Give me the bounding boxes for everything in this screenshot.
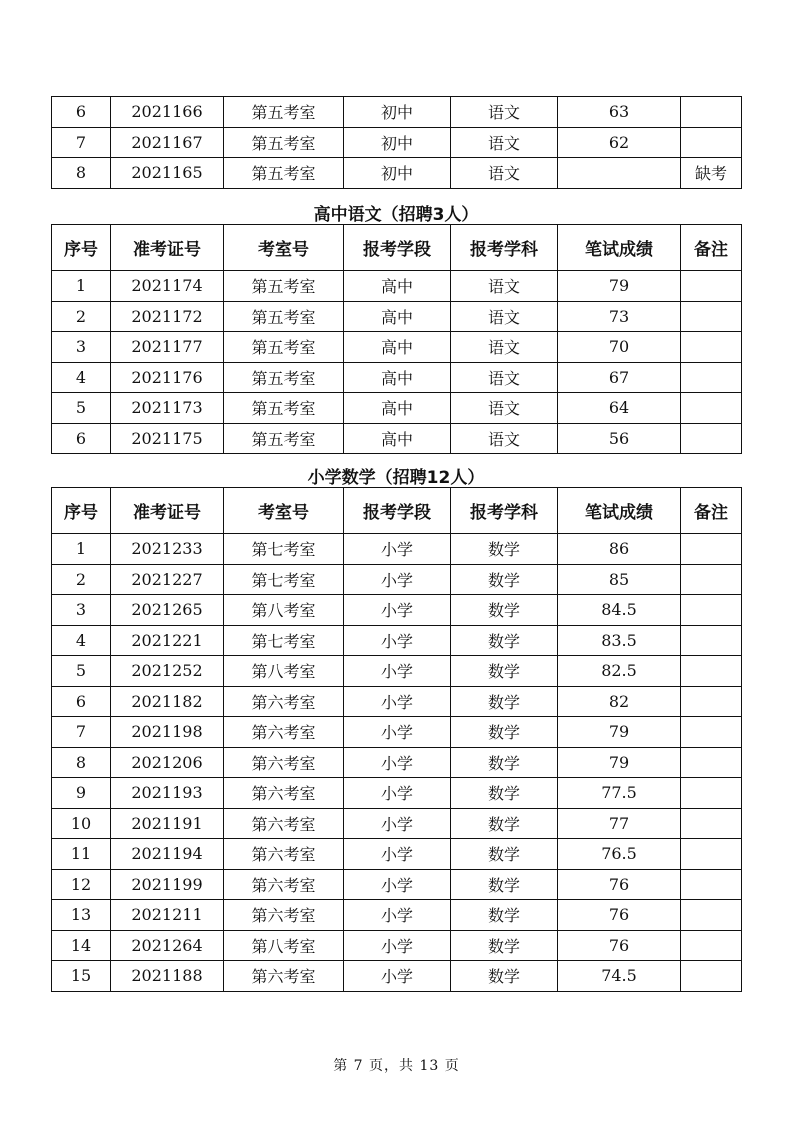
column-header: 备注	[681, 488, 742, 534]
table-cell: 2021193	[111, 778, 224, 809]
table-cell: 第八考室	[224, 595, 344, 626]
table-cell	[681, 625, 742, 656]
table-cell: 第五考室	[224, 332, 344, 363]
table-cell: 小学	[344, 564, 451, 595]
table-cell: 85	[558, 564, 681, 595]
column-header: 笔试成绩	[558, 225, 681, 271]
table-cell: 2021191	[111, 808, 224, 839]
table-cell: 10	[52, 808, 111, 839]
table-cell: 第六考室	[224, 808, 344, 839]
table-row	[52, 127, 742, 158]
table-cell: 77.5	[558, 778, 681, 809]
table-cell: 数学	[451, 625, 558, 656]
table-cell: 语文	[451, 158, 558, 189]
table-cell: 高中	[344, 362, 451, 393]
table-cell	[681, 97, 742, 128]
table-cell	[681, 271, 742, 302]
table-cell	[681, 717, 742, 748]
table-row	[52, 564, 742, 595]
table-cell: 2021174	[111, 271, 224, 302]
table-cell	[681, 534, 742, 565]
table-row	[52, 301, 742, 332]
table-cell: 2021233	[111, 534, 224, 565]
table-cell	[681, 127, 742, 158]
table-cell: 数学	[451, 808, 558, 839]
table-row	[52, 271, 742, 302]
table-row	[52, 656, 742, 687]
column-header: 报考学科	[451, 488, 558, 534]
table-cell: 第五考室	[224, 158, 344, 189]
table-cell: 1	[52, 271, 111, 302]
table-cell: 84.5	[558, 595, 681, 626]
table-cell	[681, 808, 742, 839]
table-cell	[681, 839, 742, 870]
table-cell: 小学	[344, 930, 451, 961]
table-cell	[558, 158, 681, 189]
table-cell: 2021264	[111, 930, 224, 961]
table-cell: 76	[558, 869, 681, 900]
table-xiaoxue-shuxue	[51, 487, 742, 992]
table-row	[52, 332, 742, 363]
table-cell: 第六考室	[224, 778, 344, 809]
table-cell: 2021172	[111, 301, 224, 332]
table-cell: 2021188	[111, 961, 224, 992]
table-cell: 语文	[451, 271, 558, 302]
column-header: 备注	[681, 225, 742, 271]
table-cell: 缺考	[681, 158, 742, 189]
table-cell: 第六考室	[224, 747, 344, 778]
table-cell: 83.5	[558, 625, 681, 656]
table-header-row	[52, 488, 742, 534]
table-cell: 2021166	[111, 97, 224, 128]
table-cell: 语文	[451, 301, 558, 332]
table-row	[52, 625, 742, 656]
table-cell: 6	[52, 423, 111, 454]
table-cell: 76	[558, 930, 681, 961]
column-header: 笔试成绩	[558, 488, 681, 534]
table-cell: 82.5	[558, 656, 681, 687]
table-cell	[681, 778, 742, 809]
table-cell: 数学	[451, 747, 558, 778]
table-cell: 语文	[451, 393, 558, 424]
table-cell: 2021206	[111, 747, 224, 778]
table-cell: 2021175	[111, 423, 224, 454]
column-header: 考室号	[224, 225, 344, 271]
table-cell: 2021265	[111, 595, 224, 626]
table-cell: 数学	[451, 869, 558, 900]
table-cell: 7	[52, 717, 111, 748]
table-cell: 63	[558, 97, 681, 128]
table-cell	[681, 686, 742, 717]
table-cell: 67	[558, 362, 681, 393]
table-cell	[681, 869, 742, 900]
table-row	[52, 961, 742, 992]
column-header: 报考学段	[344, 225, 451, 271]
table-row	[52, 869, 742, 900]
table-cell: 2021211	[111, 900, 224, 931]
table-cell: 12	[52, 869, 111, 900]
table-cell: 初中	[344, 158, 451, 189]
table-cell: 第七考室	[224, 564, 344, 595]
table-cell: 2021227	[111, 564, 224, 595]
table-row	[52, 778, 742, 809]
table-cell: 小学	[344, 808, 451, 839]
table-cell: 8	[52, 158, 111, 189]
table-row	[52, 534, 742, 565]
table-cell: 第六考室	[224, 839, 344, 870]
table-chuzhong-yuwen-continued	[51, 96, 742, 189]
table-row	[52, 595, 742, 626]
table-cell: 语文	[451, 332, 558, 363]
table-cell: 3	[52, 595, 111, 626]
table-cell: 小学	[344, 869, 451, 900]
table-cell	[681, 362, 742, 393]
table-cell: 数学	[451, 778, 558, 809]
table-cell: 73	[558, 301, 681, 332]
table-cell: 数学	[451, 595, 558, 626]
table-cell: 第六考室	[224, 869, 344, 900]
table-cell: 数学	[451, 930, 558, 961]
table-cell: 语文	[451, 423, 558, 454]
table-cell: 2021177	[111, 332, 224, 363]
table-row	[52, 423, 742, 454]
table-cell	[681, 332, 742, 363]
table-cell: 第五考室	[224, 301, 344, 332]
table-row	[52, 362, 742, 393]
table-cell: 小学	[344, 839, 451, 870]
table-cell: 2021167	[111, 127, 224, 158]
table-cell: 6	[52, 686, 111, 717]
table-cell: 初中	[344, 127, 451, 158]
table-cell: 小学	[344, 961, 451, 992]
table-cell	[681, 930, 742, 961]
table-cell: 2	[52, 301, 111, 332]
column-header: 考室号	[224, 488, 344, 534]
column-header: 报考学段	[344, 488, 451, 534]
table-cell: 11	[52, 839, 111, 870]
table-cell	[681, 595, 742, 626]
table-cell: 小学	[344, 534, 451, 565]
table-cell: 小学	[344, 747, 451, 778]
table-cell: 2021194	[111, 839, 224, 870]
table-gaozhong-yuwen	[51, 224, 742, 454]
table-cell: 9	[52, 778, 111, 809]
table-cell: 2021252	[111, 656, 224, 687]
table-cell: 数学	[451, 686, 558, 717]
table-cell: 8	[52, 747, 111, 778]
table-cell: 高中	[344, 423, 451, 454]
table-cell: 高中	[344, 271, 451, 302]
table-cell: 数学	[451, 534, 558, 565]
table-cell: 82	[558, 686, 681, 717]
table-cell: 第五考室	[224, 127, 344, 158]
table-cell: 5	[52, 656, 111, 687]
table-cell: 第六考室	[224, 900, 344, 931]
table-row	[52, 747, 742, 778]
table-row	[52, 839, 742, 870]
table-cell	[681, 564, 742, 595]
table-cell: 70	[558, 332, 681, 363]
table-cell: 数学	[451, 961, 558, 992]
table-cell: 6	[52, 97, 111, 128]
table-cell: 数学	[451, 717, 558, 748]
table-cell: 2021199	[111, 869, 224, 900]
table-cell: 小学	[344, 686, 451, 717]
column-header: 序号	[52, 225, 111, 271]
table-cell: 高中	[344, 301, 451, 332]
column-header: 准考证号	[111, 488, 224, 534]
table-cell: 2021165	[111, 158, 224, 189]
section-title-xiaoxue-shuxue: 小学数学（招聘12人）	[307, 468, 485, 488]
table-cell: 2021221	[111, 625, 224, 656]
table-cell: 数学	[451, 656, 558, 687]
table-cell	[681, 747, 742, 778]
table-cell: 13	[52, 900, 111, 931]
table-cell: 1	[52, 534, 111, 565]
table-cell: 小学	[344, 900, 451, 931]
table-cell: 数学	[451, 839, 558, 870]
table-cell: 小学	[344, 625, 451, 656]
table-cell: 76	[558, 900, 681, 931]
table-cell: 79	[558, 747, 681, 778]
table-cell: 5	[52, 393, 111, 424]
table-cell: 第五考室	[224, 423, 344, 454]
table-cell: 高中	[344, 393, 451, 424]
table-cell: 7	[52, 127, 111, 158]
table-cell: 14	[52, 930, 111, 961]
table-cell: 76.5	[558, 839, 681, 870]
table-header-row	[52, 225, 742, 271]
table-cell: 2021198	[111, 717, 224, 748]
table-cell: 2021176	[111, 362, 224, 393]
table-cell: 第五考室	[224, 271, 344, 302]
table-cell: 15	[52, 961, 111, 992]
table-row	[52, 393, 742, 424]
table-cell	[681, 656, 742, 687]
table-cell: 第六考室	[224, 961, 344, 992]
table-row	[52, 900, 742, 931]
table-cell: 第五考室	[224, 97, 344, 128]
table-cell: 第七考室	[224, 534, 344, 565]
table-cell: 2	[52, 564, 111, 595]
table-cell: 2021182	[111, 686, 224, 717]
table-cell: 第八考室	[224, 930, 344, 961]
table-cell: 79	[558, 271, 681, 302]
table-cell	[681, 961, 742, 992]
table-row	[52, 686, 742, 717]
table-cell: 语文	[451, 362, 558, 393]
table-cell: 语文	[451, 97, 558, 128]
table-cell: 小学	[344, 778, 451, 809]
table-cell: 语文	[451, 127, 558, 158]
table-cell: 74.5	[558, 961, 681, 992]
table-cell: 第六考室	[224, 717, 344, 748]
table-cell: 数学	[451, 900, 558, 931]
table-row	[52, 158, 742, 189]
table-cell: 小学	[344, 656, 451, 687]
table-cell: 第八考室	[224, 656, 344, 687]
table-cell: 第五考室	[224, 393, 344, 424]
section-title-gaozhong-yuwen: 高中语文（招聘3人）	[313, 205, 479, 225]
table-cell: 64	[558, 393, 681, 424]
table-cell: 高中	[344, 332, 451, 363]
column-header: 序号	[52, 488, 111, 534]
table-cell: 小学	[344, 595, 451, 626]
table-cell	[681, 393, 742, 424]
table-cell: 2021173	[111, 393, 224, 424]
table-cell: 86	[558, 534, 681, 565]
table-cell: 79	[558, 717, 681, 748]
table-row	[52, 717, 742, 748]
table-cell: 数学	[451, 564, 558, 595]
table-cell: 小学	[344, 717, 451, 748]
table-cell: 第七考室	[224, 625, 344, 656]
table-cell: 4	[52, 362, 111, 393]
table-row	[52, 930, 742, 961]
table-row	[52, 808, 742, 839]
page-footer: 第 7 页，共 13 页	[333, 1058, 460, 1074]
table-cell: 56	[558, 423, 681, 454]
table-cell	[681, 301, 742, 332]
table-cell: 第六考室	[224, 686, 344, 717]
table-cell: 3	[52, 332, 111, 363]
table-cell	[681, 900, 742, 931]
table-cell: 4	[52, 625, 111, 656]
table-cell	[681, 423, 742, 454]
column-header: 报考学科	[451, 225, 558, 271]
table-cell: 初中	[344, 97, 451, 128]
table-cell: 77	[558, 808, 681, 839]
table-cell: 62	[558, 127, 681, 158]
table-row	[52, 97, 742, 128]
column-header: 准考证号	[111, 225, 224, 271]
table-cell: 第五考室	[224, 362, 344, 393]
